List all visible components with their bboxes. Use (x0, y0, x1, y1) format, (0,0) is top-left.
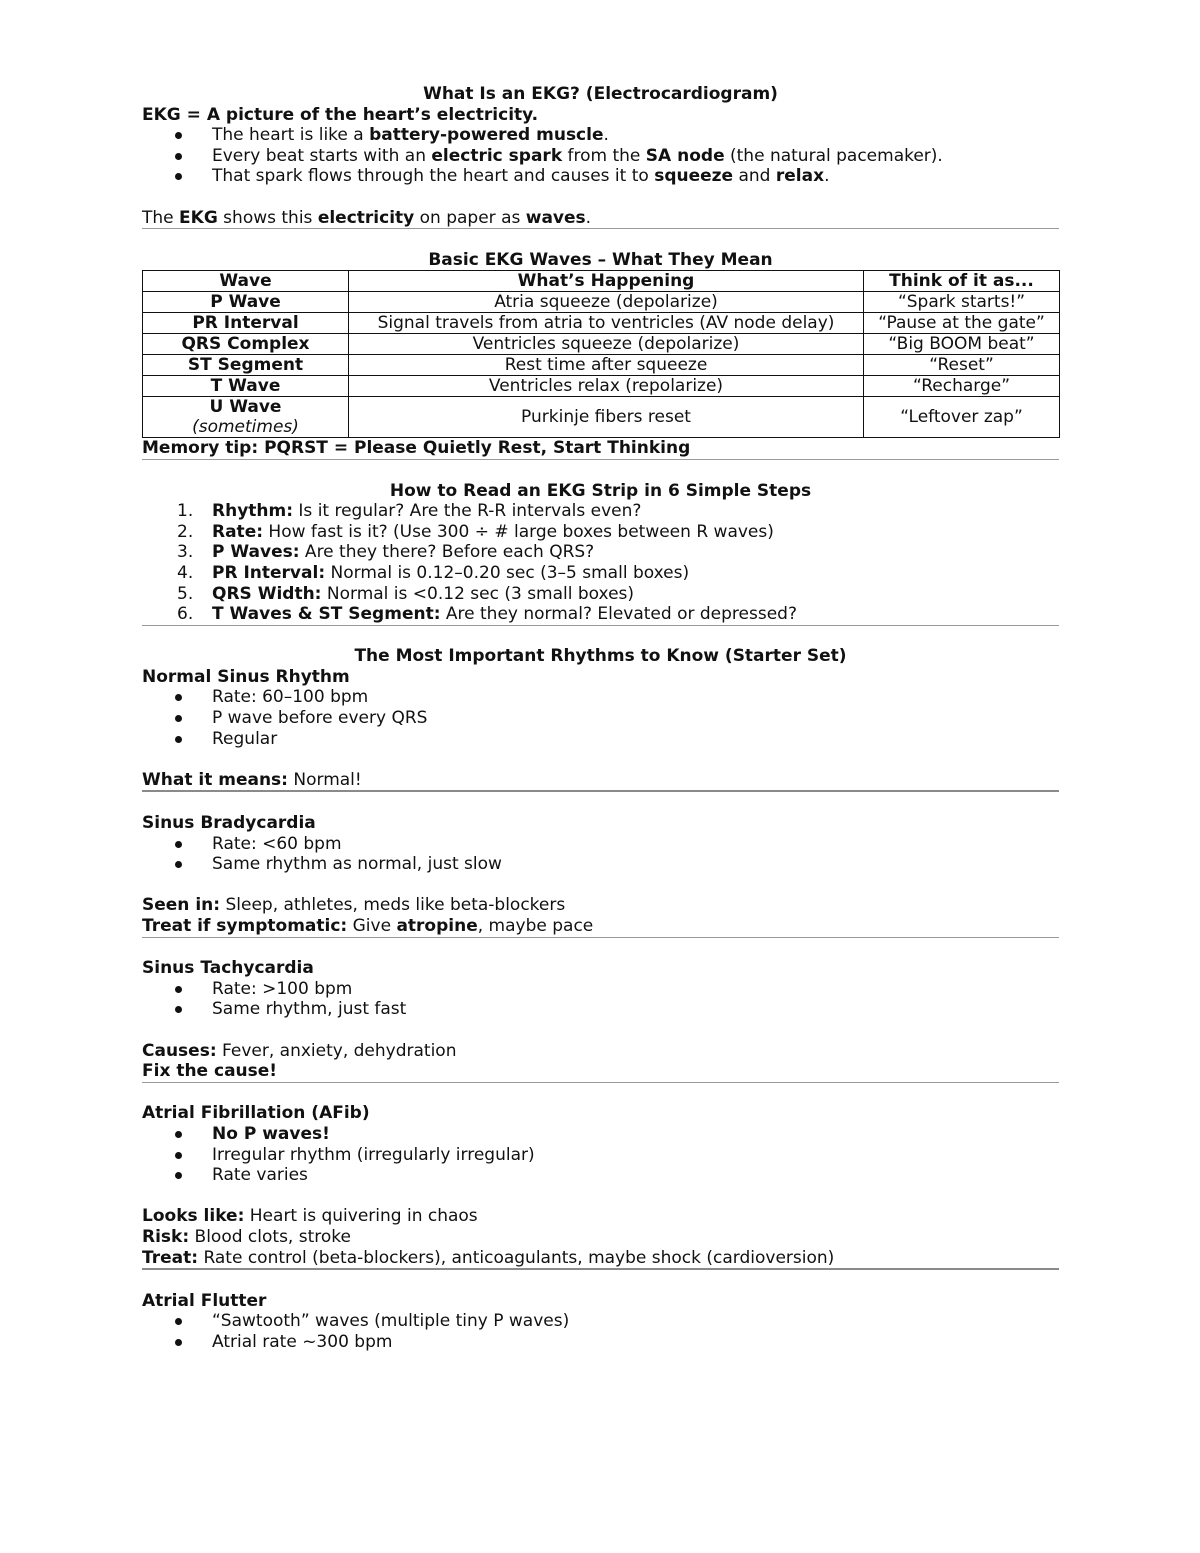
list-item: Rate: >100 bpm (142, 979, 1059, 1000)
list-item: 6. T Waves & ST Segment: Are they normal? Elevated or depressed? (177, 604, 797, 625)
what-cell: Atria squeeze (depolarize) (349, 292, 864, 313)
rhythm-heading: Atrial Flutter (142, 1290, 267, 1311)
intro-bullet-list (142, 125, 1059, 187)
nsr-meaning: What it means: Normal! (142, 770, 1059, 793)
nsr-bullet-list (142, 687, 1059, 749)
steps-title: How to Read an EKG Strip in 6 Simple Steps (389, 480, 812, 501)
tachy-bullet-list (142, 979, 1059, 1020)
list-item: “Sawtooth” waves (multiple tiny P waves) (142, 1311, 1059, 1332)
waves-title: Basic EKG Waves – What They Mean (428, 249, 773, 270)
wave-cell: QRS Complex (143, 334, 349, 355)
bullet-icon (175, 1172, 182, 1179)
flutter-bullet-list (142, 1311, 1059, 1352)
bullet-icon (175, 1152, 182, 1159)
rhythm-heading: Sinus Bradycardia (142, 813, 316, 834)
table-header-row (143, 271, 1060, 292)
document-page (142, 84, 1059, 1352)
think-cell: “Recharge” (864, 376, 1060, 397)
table-row (143, 376, 1060, 397)
intro-summary: The EKG shows this electricity on paper as waves. (142, 208, 1059, 230)
list-item: Rate: 60–100 bpm (142, 687, 1059, 708)
what-cell: Rest time after squeeze (349, 355, 864, 376)
table-row (143, 292, 1060, 313)
what-cell: Signal travels from atria to ventricles (AV node delay) (349, 313, 864, 334)
rhythm-heading: Atrial Fibrillation (AFib) (142, 1103, 370, 1124)
brady-treatment: Treat if symptomatic: Give atropine, maybe pace (142, 916, 1059, 938)
table-row (143, 313, 1060, 334)
what-cell: Ventricles squeeze (depolarize) (349, 334, 864, 355)
wave-cell: PR Interval (143, 313, 349, 334)
brady-bullet-list (142, 834, 1059, 875)
list-item: The heart is like a battery-powered muscle. (142, 125, 1059, 146)
list-item: That spark flows through the heart and causes it to squeeze and relax. (142, 166, 1059, 187)
think-cell: “Pause at the gate” (864, 313, 1060, 334)
list-item: Every beat starts with an electric spark from the SA node (the natural pacemaker). (142, 146, 1059, 167)
bullet-icon (175, 1131, 182, 1138)
bullet-icon (175, 1318, 182, 1325)
bullet-icon (175, 861, 182, 868)
rhythm-heading: Normal Sinus Rhythm (142, 666, 350, 687)
list-item: 1. Rhythm: Is it regular? Are the R-R intervals even? (177, 501, 642, 522)
list-item: 2. Rate: How fast is it? (Use 300 ÷ # large boxes between R waves) (177, 521, 774, 542)
bullet-icon (175, 986, 182, 993)
list-item: Regular (142, 729, 1059, 750)
afib-treatment: Treat: Rate control (beta-blockers), anticoagulants, maybe shock (cardioversion) (142, 1248, 1059, 1271)
bullet-icon (175, 736, 182, 743)
bullet-icon (175, 694, 182, 701)
think-cell: “Spark starts!” (864, 292, 1060, 313)
column-header: What’s Happening (349, 271, 864, 292)
think-cell: “Big BOOM beat” (864, 334, 1060, 355)
intro-title: What Is an EKG? (Electrocardiogram) (423, 84, 778, 104)
think-cell: “Leftover zap” (864, 397, 1060, 438)
table-row (143, 334, 1060, 355)
list-item: P wave before every QRS (142, 708, 1059, 729)
what-cell: Ventricles relax (repolarize) (349, 376, 864, 397)
bullet-icon (175, 173, 182, 180)
table-row (143, 397, 1060, 438)
steps-list (142, 501, 1059, 626)
wave-cell: ST Segment (143, 355, 349, 376)
list-item: Rate: <60 bpm (142, 834, 1059, 855)
column-header: Wave (143, 271, 349, 292)
list-item: No P waves! (142, 1124, 1059, 1145)
list-item: 5. QRS Width: Normal is <0.12 sec (3 small boxes) (177, 583, 635, 604)
wave-cell: P Wave (143, 292, 349, 313)
tachy-fix: Fix the cause! (142, 1061, 1059, 1083)
afib-risk: Risk: Blood clots, stroke (142, 1226, 351, 1247)
bullet-icon (175, 153, 182, 160)
list-item: 3. P Waves: Are they there? Before each QRS? (177, 542, 595, 563)
list-item: Irregular rhythm (irregularly irregular) (142, 1145, 1059, 1166)
brady-seen-in: Seen in: Sleep, athletes, meds like beta-blockers (142, 895, 566, 916)
rhythms-title: The Most Important Rhythms to Know (Starter Set) (354, 646, 847, 667)
list-item: Atrial rate ~300 bpm (142, 1332, 1059, 1353)
list-item: Same rhythm as normal, just slow (142, 854, 1059, 875)
rhythm-heading: Sinus Tachycardia (142, 958, 314, 979)
ekg-definition: EKG = A picture of the heart’s electricity. (142, 104, 539, 125)
bullet-icon (175, 1006, 182, 1013)
list-item: 4. PR Interval: Normal is 0.12–0.20 sec (3–5 small boxes) (177, 562, 690, 583)
afib-bullet-list (142, 1124, 1059, 1186)
tachy-causes: Causes: Fever, anxiety, dehydration (142, 1040, 457, 1061)
column-header: Think of it as... (864, 271, 1060, 292)
table-row (143, 355, 1060, 376)
what-cell: Purkinje fibers reset (349, 397, 864, 438)
wave-cell: T Wave (143, 376, 349, 397)
list-item: Rate varies (142, 1165, 1059, 1186)
think-cell: “Reset” (864, 355, 1060, 376)
memory-tip: Memory tip: PQRST = Please Quietly Rest, Start Thinking (142, 438, 1059, 460)
bullet-icon (175, 132, 182, 139)
list-item: Same rhythm, just fast (142, 999, 1059, 1020)
bullet-icon (175, 715, 182, 722)
bullet-icon (175, 1339, 182, 1346)
waves-table (142, 270, 1060, 438)
wave-cell: U Wave (sometimes) (143, 397, 349, 438)
afib-looks-like: Looks like: Heart is quivering in chaos (142, 1206, 478, 1227)
bullet-icon (175, 841, 182, 848)
